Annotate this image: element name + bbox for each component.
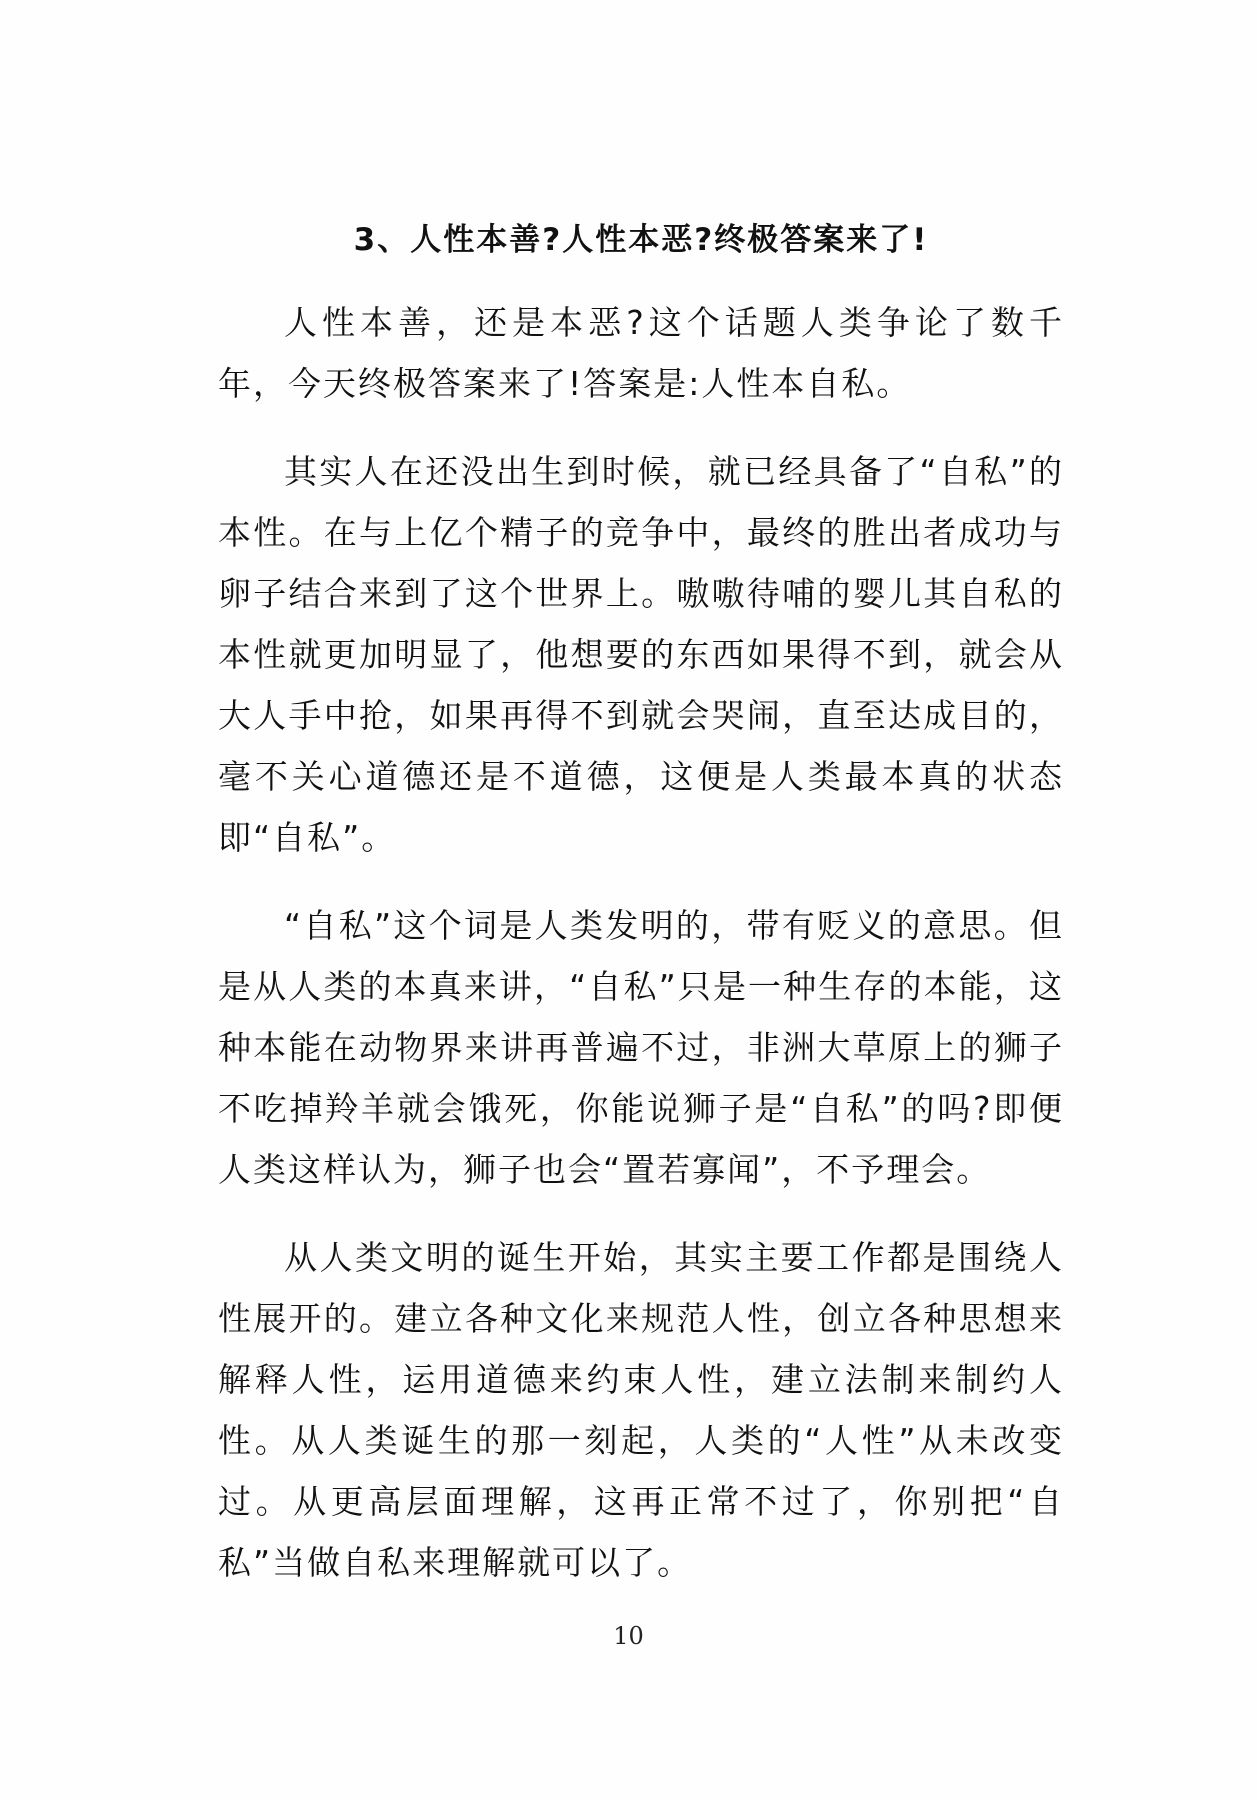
page-content (218, 210, 1064, 1620)
page-number: 10 (613, 1622, 644, 1650)
paragraph-3: “自私”这个词是人类发明的，带有贬义的意思。但是从人类的本真来讲，“自私”只是一种生存的本能，这种本能在动物界来讲再普遍不过，非洲大草原上的狮子不吃掉羚羊就会饿死，你能说狮子是“自私”的吗?即便人类这样认为，狮子也会“置若寡闻”，不予理会。 (218, 906, 1064, 1189)
section-title: 3、人性本善?人性本恶?终极答案来了! (353, 222, 929, 258)
paragraph-4: 从人类文明的诞生开始，其实主要工作都是围绕人性展开的。建立各种文化来规范人性，创立各种思想来解释人性，运用道德来约束人性，建立法制来制约人性。从人类诞生的那一刻起，人类的“人性”从未改变过。从更高层面理解，这再正常不过了，你别把“自私”当做自私来理解就可以了。 (218, 1238, 1064, 1582)
paragraph-1: 人性本善，还是本恶?这个话题人类争论了数千年，今天终极答案来了!答案是:人性本自私。 (218, 303, 1064, 403)
paragraph-2: 其实人在还没出生到时候，就已经具备了“自私”的本性。在与上亿个精子的竞争中，最终的胜出者成功与卵子结合来到了这个世界上。嗷嗷待哺的婴儿其自私的本性就更加明显了，他想要的东西如果得不到，就会从大人手中抢，如果再得不到就会哭闹，直至达成目的，毫不关心道德还是不道德，这便是人类最本真的状态即“自私”。 (218, 452, 1064, 857)
